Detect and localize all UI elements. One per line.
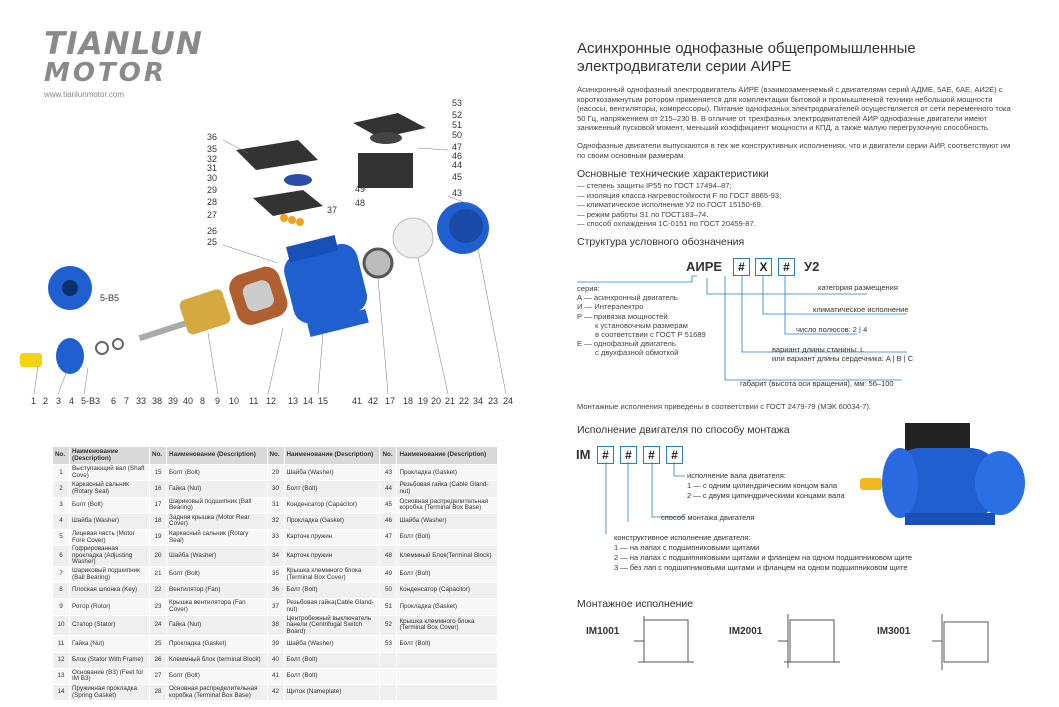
part-number-cell: 13 — [53, 668, 70, 684]
im-note: исполнение вала двигателя: — [687, 471, 786, 480]
part-number-cell: 47 — [380, 529, 397, 545]
svg-text:31: 31 — [207, 163, 218, 173]
spec-list — [577, 181, 781, 229]
website: www.tianlunmotor.com — [44, 90, 125, 99]
svg-text:43: 43 — [452, 188, 463, 198]
series-label: серия: — [577, 284, 600, 293]
part-description-cell: Щиток (Nameplate) — [284, 684, 380, 700]
part-number-cell: 43 — [380, 465, 397, 481]
svg-text:5-B5: 5-B5 — [100, 293, 120, 303]
part-description-cell: Задняя крышка (Motor Rear Cover) — [167, 513, 267, 529]
part-number-cell: 3 — [53, 497, 70, 513]
part-description-cell: Болт (Bolt) — [397, 636, 498, 652]
part-description-cell: Резьбовая гайка(Cable Gland-nut) — [284, 599, 380, 615]
svg-text:20: 20 — [431, 396, 442, 406]
im-box: # — [620, 446, 637, 464]
im-prefix: IM — [576, 447, 591, 462]
svg-text:36: 36 — [207, 132, 218, 142]
code-note: вариант длины станины: L — [772, 345, 865, 354]
th-no: No. — [150, 447, 167, 465]
im-box: # — [643, 446, 660, 464]
part-number-cell: 49 — [380, 566, 397, 582]
svg-text:4: 4 — [69, 396, 75, 406]
series-item: к установочным размерам — [595, 320, 688, 330]
intro-paragraph: Асинхронный однофазный электродвигатель АИРЕ (взаимозаменяемый с двигателями серий АДМЕ, 5АЕ, 6АЕ, АИ2Е) с короткозамкнутым ротором применяется для комплектации бытовой и промышленной техники небольшой мощности (насосы, вентиляторы, компрессоры). Питание однофазных электродвигателей осуществляется от сети переменного тока 50 Гц, напряжением от 215–230 В. В отличие от трехфазных электродвигателей АИР однофазные двигатели имеют заниженный пусковой момент, меньший коэффициент мощности и КПД, а также малую перегрузочную способность. — [577, 85, 1011, 133]
part-description-cell: Центробежный выключатель панели (Centrifugal Switch Board) — [284, 615, 380, 636]
table-row — [53, 652, 498, 668]
part-number-cell: 24 — [150, 615, 167, 636]
part-description-cell: Шайба (Washer) — [70, 513, 150, 529]
part-description-cell: Пружинная прокладка (Spring Gasket) — [70, 684, 150, 700]
part-number-cell: 26 — [150, 652, 167, 668]
part-number-cell — [380, 652, 397, 668]
im-note: 1 — с одним цилиндрическим концом вала — [687, 481, 838, 490]
motor-photo — [860, 418, 1040, 538]
part-number-cell: 46 — [380, 513, 397, 529]
part-number-cell: 4 — [53, 513, 70, 529]
code-box: # — [733, 258, 750, 276]
part-number-cell: 14 — [53, 684, 70, 700]
part-description-cell: Ротор (Rotor) — [70, 599, 150, 615]
part-description-cell — [397, 684, 498, 700]
part-number-cell: 50 — [380, 583, 397, 599]
part-description-cell: Клеммный блок (terminal Block) — [167, 652, 267, 668]
svg-text:47: 47 — [452, 142, 463, 152]
table-row — [53, 529, 498, 545]
part-number-cell: 48 — [380, 546, 397, 567]
mount-label: IM2001 — [729, 626, 763, 637]
svg-text:38: 38 — [152, 396, 163, 406]
table-row — [53, 636, 498, 652]
part-description-cell: Шариковый подшипник (Ball Bearing) — [70, 566, 150, 582]
th-no: No. — [53, 447, 70, 465]
part-number-cell: 6 — [53, 546, 70, 567]
part-description-cell: Клеммный Блок(Terminal Block) — [397, 546, 498, 567]
svg-text:50: 50 — [452, 130, 463, 140]
part-number-cell: 23 — [150, 599, 167, 615]
mount-exec-title: Монтажное исполнение — [577, 598, 694, 610]
svg-text:33: 33 — [136, 396, 147, 406]
code-note: число полюсов: 2 | 4 — [796, 325, 868, 334]
part-description-cell: Карточк пружин — [284, 546, 380, 567]
mount-title: Исполнение двигателя по способу монтажа — [577, 424, 790, 436]
svg-text:11: 11 — [249, 396, 259, 406]
svg-text:17: 17 — [385, 396, 396, 406]
svg-text:53: 53 — [452, 98, 463, 108]
im1001-drawing — [630, 612, 700, 674]
part-number-cell: 12 — [53, 652, 70, 668]
table-row — [53, 546, 498, 567]
svg-text:26: 26 — [207, 226, 218, 236]
logo-line1: TIANLUN — [44, 26, 203, 62]
page-title-line1: Асинхронные однофазные общепромышленные — [577, 40, 916, 57]
part-description-cell: Каркасный сальник (Rotary Seal) — [167, 529, 267, 545]
part-description-cell: Болт (Bolt) — [70, 497, 150, 513]
svg-text:44: 44 — [452, 160, 463, 170]
im-note: 2 — на лапах с подшипниковыми щитами и фланцем на одном подшипниковом щите — [614, 553, 913, 562]
part-number-cell: 8 — [53, 583, 70, 599]
part-number-cell: 15 — [150, 465, 167, 481]
part-number-cell: 25 — [150, 636, 167, 652]
svg-text:48: 48 — [355, 198, 366, 208]
part-number-cell: 51 — [380, 599, 397, 615]
part-description-cell: Шайба (Washer) — [397, 513, 498, 529]
svg-text:21: 21 — [445, 396, 456, 406]
svg-text:3: 3 — [56, 396, 62, 406]
svg-text:45: 45 — [452, 172, 463, 182]
svg-text:18: 18 — [403, 396, 414, 406]
im-box: # — [666, 446, 683, 464]
part-number-cell: 32 — [267, 513, 284, 529]
svg-text:13: 13 — [288, 396, 299, 406]
part-description-cell: Болт (Bolt) — [284, 668, 380, 684]
svg-text:9: 9 — [215, 396, 221, 406]
svg-text:40: 40 — [183, 396, 194, 406]
code-suffix: У2 — [804, 259, 820, 274]
part-description-cell: Основная распределительная коробка (Terminal Box Base) — [167, 684, 267, 700]
part-description-cell: Гайка (Nut) — [167, 615, 267, 636]
th-desc: Наименование (Description) — [167, 447, 267, 465]
th-desc: Наименование (Description) — [70, 447, 150, 465]
part-description-cell: Прокладка (Gasket) — [284, 513, 380, 529]
part-description-cell: Статор (Stator) — [70, 615, 150, 636]
im2001-drawing — [776, 612, 846, 674]
svg-text:23: 23 — [488, 396, 499, 406]
rotor — [178, 288, 232, 336]
spec-item: — способ охлаждения 1С-0151 по ГОСТ 20459-87. — [577, 219, 756, 229]
terminal-box-left — [236, 140, 323, 226]
im-note: конструктивное исполнение двигателя: — [614, 533, 751, 542]
part-description-cell: Лицевая часть (Motor Fore Cover) — [70, 529, 150, 545]
part-description-cell: Прокладка (Gasket) — [397, 599, 498, 615]
code-note: климатическое исполнение — [813, 305, 909, 314]
part-number-cell: 7 — [53, 566, 70, 582]
part-description-cell: Болт (Bolt) — [284, 583, 380, 599]
structure-title: Структура условного обозначения — [577, 236, 745, 248]
im-note: 3 — без лап с подшипниковыми щитами и фланцем на одном подшипниковом щите — [614, 563, 908, 572]
im-note: 2 — с двумя цилиндрическими концами вала — [687, 491, 845, 500]
table-row — [53, 566, 498, 582]
part-number-cell: 31 — [267, 497, 284, 513]
mount-label: IM1001 — [586, 626, 620, 637]
table-row — [53, 599, 498, 615]
series-item: И — Интерэлектро — [577, 302, 644, 312]
part-number-cell: 1 — [53, 465, 70, 481]
table-row — [53, 583, 498, 599]
spec-item: — степень защиты IP55 по ГОСТ 17494–87; — [577, 181, 732, 190]
part-number-cell — [380, 684, 397, 700]
part-number-cell: 33 — [267, 529, 284, 545]
spec-item: — режим работы S1 по ГОСТ183–74. — [577, 209, 709, 219]
table-header-row — [53, 447, 498, 465]
part-description-cell: Карточк пружин — [284, 529, 380, 545]
logo-line2: MOTOR — [44, 58, 167, 88]
part-number-cell — [380, 668, 397, 684]
code-note: категория размещения — [818, 283, 898, 292]
part-number-cell: 41 — [267, 668, 284, 684]
terminal-box-right — [353, 113, 426, 188]
code-note: или вариант длины сердечника: A | B | C — [772, 354, 914, 363]
code-prefix: АИРЕ — [686, 259, 723, 274]
th-desc: Наименование (Description) — [397, 447, 498, 465]
part-number-cell: 27 — [150, 668, 167, 684]
series-legend — [577, 284, 706, 358]
part-description-cell — [397, 652, 498, 668]
series-item: в соответствии с ГОСТ Р 51689 — [595, 330, 706, 340]
part-number-cell: 18 — [150, 513, 167, 529]
part-description-cell: Крышка клеммного блока (Terminal Box Cover) — [284, 566, 380, 582]
part-number-cell: 42 — [267, 684, 284, 700]
stator — [226, 263, 292, 329]
part-description-cell: Крышка клеммного блока (Terminal Box Cover) — [397, 615, 498, 636]
leader-lines — [34, 140, 506, 394]
part-number-cell: 16 — [150, 481, 167, 497]
part-number-cell: 29 — [267, 465, 284, 481]
spec-item: — климатическое исполнение У2 по ГОСТ 15150-69. — [577, 200, 763, 210]
mount-label: IM3001 — [877, 626, 911, 637]
shaft-cover — [20, 353, 42, 367]
part-number-cell: 30 — [267, 481, 284, 497]
part-description-cell: Гофрированная прокладка (Adjusting Washer) — [70, 546, 150, 567]
part-description-cell: Каркасный сальник (Rotary Seal) — [70, 481, 150, 497]
part-description-cell: Шариковый подшипник (Ball Bearing) — [167, 497, 267, 513]
part-description-cell: Основная распределительная коробка (Terminal Box Base) — [397, 497, 498, 513]
parts-table — [52, 446, 498, 701]
table-row — [53, 668, 498, 684]
part-description-cell: Конденсатор (Capacitor) — [397, 583, 498, 599]
table-row — [53, 481, 498, 497]
part-description-cell: Болт (Bolt) — [167, 566, 267, 582]
rear-cover-bearing — [364, 249, 392, 277]
part-description-cell: Прокладка (Gasket) — [397, 465, 498, 481]
table-row — [53, 465, 498, 481]
part-description-cell: Гайка (Nut) — [167, 481, 267, 497]
spec-item: — изоляция класса нагревостойкости F по ГОСТ 8865-93; — [577, 190, 782, 200]
part-description-cell: Болт (Bolt) — [284, 481, 380, 497]
svg-text:8: 8 — [200, 396, 206, 406]
part-description-cell: Вентилятор (Fan) — [167, 583, 267, 599]
part-description-cell: Блок (Stator With Frame) — [70, 652, 150, 668]
svg-text:27: 27 — [207, 210, 218, 220]
svg-text:5-B3: 5-B3 — [81, 396, 101, 406]
part-description-cell: Болт (Bolt) — [167, 668, 267, 684]
svg-text:51: 51 — [452, 120, 463, 130]
th-no: No. — [267, 447, 284, 465]
part-number-cell: 45 — [380, 497, 397, 513]
im-note: способ монтажа двигателя — [661, 513, 755, 522]
fan — [393, 218, 433, 258]
part-number-cell: 20 — [150, 546, 167, 567]
series-item: А — асинхронный двигатель — [577, 293, 678, 303]
part-description-cell: Болт (Bolt) — [284, 652, 380, 668]
part-number-cell: 2 — [53, 481, 70, 497]
svg-text:22: 22 — [459, 396, 470, 406]
svg-text:52: 52 — [452, 110, 463, 120]
svg-text:35: 35 — [207, 144, 218, 154]
part-description-cell: Шайба (Washer) — [167, 546, 267, 567]
part-number-cell: 40 — [267, 652, 284, 668]
part-description-cell: Плоская шпонка (Key) — [70, 583, 150, 599]
svg-text:46: 46 — [452, 151, 463, 161]
part-number-cell: 53 — [380, 636, 397, 652]
part-number-cell: 10 — [53, 615, 70, 636]
part-number-cell: 44 — [380, 481, 397, 497]
part-description-cell: Гайка (Nut) — [70, 636, 150, 652]
part-description-cell: Выступающий вал (Shaft Cove) — [70, 465, 150, 481]
label-row-bottom — [31, 396, 513, 406]
svg-text:29: 29 — [207, 185, 218, 195]
part-number-cell: 35 — [267, 566, 284, 582]
series-item: с двухфазной обмоткой — [595, 348, 679, 358]
spec-title: Основные технические характеристики — [577, 168, 769, 180]
svg-text:32: 32 — [207, 154, 218, 164]
part-number-cell: 11 — [53, 636, 70, 652]
im-lines — [590, 462, 690, 542]
part-number-cell: 39 — [267, 636, 284, 652]
part-description-cell: Шайба (Washer) — [284, 636, 380, 652]
svg-text:7: 7 — [124, 396, 130, 406]
table-row — [53, 684, 498, 700]
part-number-cell: 21 — [150, 566, 167, 582]
svg-text:49: 49 — [355, 184, 366, 194]
svg-text:39: 39 — [168, 396, 179, 406]
exploded-motor-diagram — [18, 98, 528, 413]
part-description-cell: Крышка вентилятора (Fan Cover) — [167, 599, 267, 615]
part-number-cell: 36 — [267, 583, 284, 599]
part-number-cell: 37 — [267, 599, 284, 615]
svg-text:10: 10 — [229, 396, 240, 406]
svg-text:1: 1 — [31, 396, 37, 406]
part-description-cell: Шайба (Washer) — [284, 465, 380, 481]
svg-text:41: 41 — [352, 396, 363, 406]
svg-text:15: 15 — [318, 396, 329, 406]
svg-text:6: 6 — [111, 396, 117, 406]
svg-text:24: 24 — [503, 396, 514, 406]
part-number-cell: 22 — [150, 583, 167, 599]
part-description-cell — [397, 668, 498, 684]
part-description-cell: Конденсатор (Capacitor) — [284, 497, 380, 513]
svg-text:37: 37 — [327, 205, 338, 215]
part-number-cell: 5 — [53, 529, 70, 545]
svg-text:28: 28 — [207, 197, 218, 207]
table-row — [53, 615, 498, 636]
series-item: Р — привязка мощностей — [577, 311, 668, 321]
part-description-cell: Болт (Bolt) — [167, 465, 267, 481]
svg-text:25: 25 — [207, 237, 218, 247]
part-number-cell: 52 — [380, 615, 397, 636]
part-number-cell: 17 — [150, 497, 167, 513]
part-number-cell: 38 — [267, 615, 284, 636]
part-description-cell: Резьбовая гайка (Cable Gland-nut) — [397, 481, 498, 497]
part-description-cell: Прокладка (Gasket) — [167, 636, 267, 652]
part-description-cell: Болт (Bolt) — [397, 529, 498, 545]
part-number-cell: 9 — [53, 599, 70, 615]
im-box: # — [597, 446, 614, 464]
svg-text:30: 30 — [207, 173, 218, 183]
svg-text:19: 19 — [418, 396, 429, 406]
page-title-line2: электродвигатели серии АИРЕ — [577, 58, 792, 75]
part-description-cell: Основание (B3) (Feet for IM B3) — [70, 668, 150, 684]
svg-text:12: 12 — [266, 396, 277, 406]
svg-text:42: 42 — [368, 396, 379, 406]
series-item: Е — однофазный двигатель — [577, 339, 676, 349]
mount-note: Монтажные исполнения приведены в соответствии с ГОСТ 2479-79 (МЭК 60034-7). — [577, 402, 872, 411]
svg-text:2: 2 — [43, 396, 49, 406]
fore-cover — [56, 338, 84, 374]
th-no: No. — [380, 447, 397, 465]
part-description-cell: Болт (Bolt) — [397, 566, 498, 582]
second-paragraph: Однофазные двигатели выпускаются в тех же конструктивных исполнениях, что и двигатели серии АИР, соответствуют им по своим основным размерам. — [577, 141, 1011, 160]
svg-text:34: 34 — [473, 396, 484, 406]
table-row — [53, 513, 498, 529]
im3001-drawing — [928, 612, 998, 674]
svg-text:14: 14 — [303, 396, 314, 406]
code-box: # — [778, 258, 795, 276]
part-number-cell: 34 — [267, 546, 284, 567]
part-number-cell: 28 — [150, 684, 167, 700]
th-desc: Наименование (Description) — [284, 447, 380, 465]
part-number-cell: 19 — [150, 529, 167, 545]
code-box: X — [755, 258, 772, 276]
im-note: 1 — на лапах с подшипниковыми щитами — [614, 543, 760, 552]
table-row — [53, 497, 498, 513]
code-note: габарит (высота оси вращения), мм: 56–100 — [740, 379, 894, 388]
